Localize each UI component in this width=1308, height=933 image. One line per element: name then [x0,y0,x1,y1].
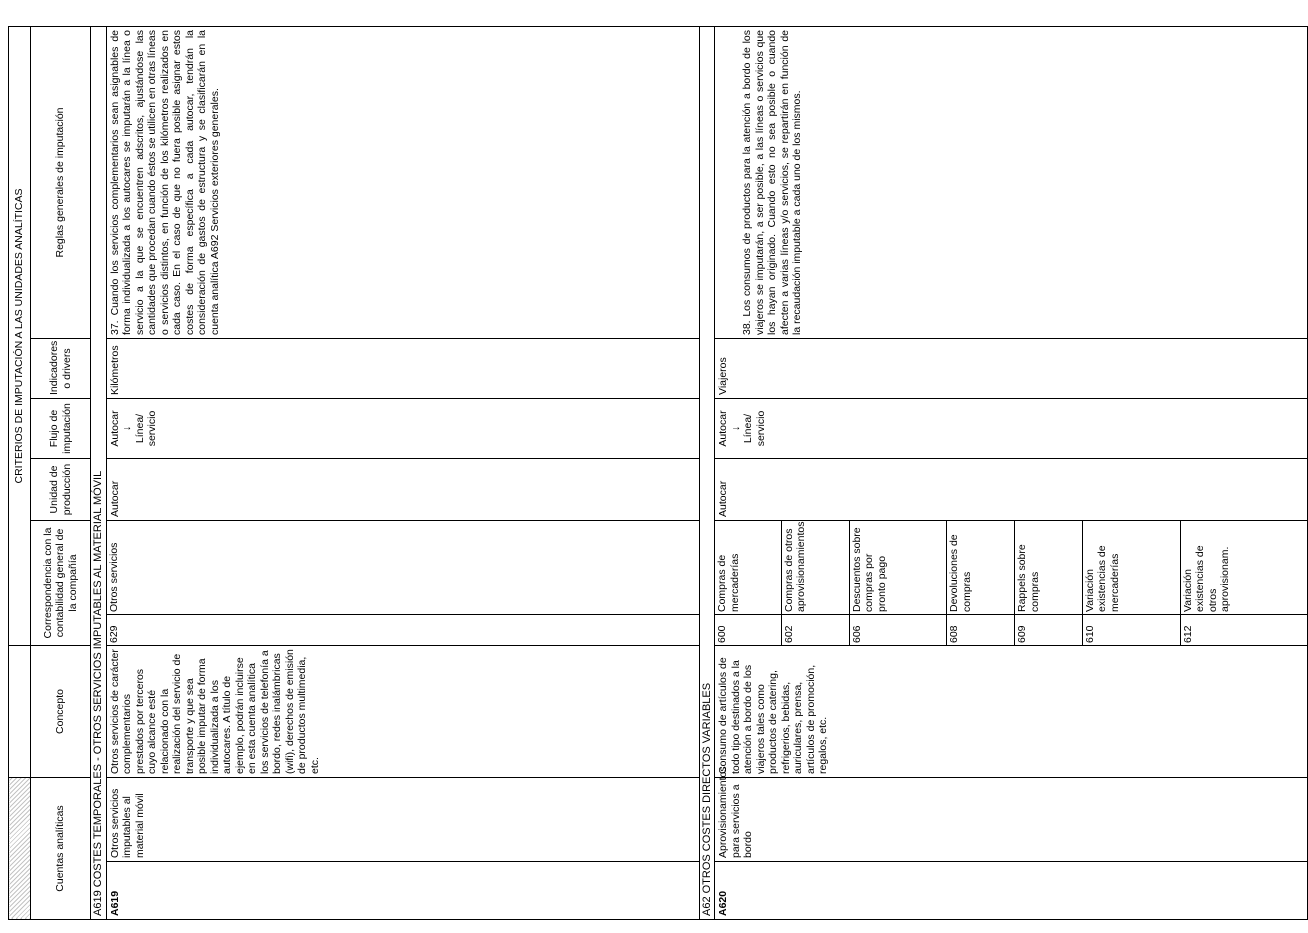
header-concepto: Concepto [31,646,91,778]
arrow-down-icon: ↓ [121,425,133,432]
account-number: 602 [781,615,849,646]
account-name: Aprovisionamientos para servicios a bordo [715,778,1308,862]
arrow-down-icon: ↓ [729,425,742,432]
section-title-a62: A62 OTROS COSTES DIRECTOS VARIABLES [699,26,715,919]
header-flujo: Flujo de imputación [31,399,91,459]
account-number: 600 [715,615,781,646]
account-label: Rappels sobre compras [1015,521,1083,615]
header-blank-cell [9,778,31,920]
account-label: Variación existencias de otros aprovisionam. [1181,545,1232,612]
production-unit: Autocar [715,459,1308,521]
account-label: Otros servicios [107,542,120,612]
header-blank-cell-concept [9,646,31,778]
header-cuentas: Cuentas analíticas [31,778,91,920]
section-title-a619: A619 COSTES TEMPORALES - OTROS SERVICIOS IMPUTABLES AL MATERIAL MÓVIL [91,26,107,919]
account-label: Devoluciones de compras [947,521,1015,615]
correspondence-list [107,521,699,645]
flow-from: Autocar [717,410,729,447]
account-code: A619 [106,862,699,920]
table-row [106,26,699,919]
flow-from: Autocar [108,410,121,447]
account-number: 610 [1082,615,1180,646]
account-number: 609 [1015,615,1083,646]
table-row [715,26,1308,919]
imputation-rule: 37. Cuando los servicios complementarios sean asignables de forma individualizada a los autocares se imputarán a la línea o servicio a la que se encuentren adscritos, ajustándose las cantidades que procedan cuando éstos se utilicen en otras líneas o servicios distintos, en función de los kilómetros realizados en cada caso. En el caso de que no fuera posible asignar estos costes de forma específica a cada autocar, tendrán la consideración de gastos de estructura y se clasificarán en la cuenta analítica A692 Servicios exteriores generales. [106,26,699,338]
correspondence-list [715,521,1307,645]
account-label: Compras de otros aprovisionamientos [781,521,849,615]
account-code: A620 [715,862,1308,920]
production-unit: Autocar [106,459,699,521]
account-label: Variación existencias de mercaderías [1082,521,1180,615]
account-label: Descuentos sobre compras por pronto pago [849,521,947,615]
imputation-rule-text: 38. Los consumos de productos para la atención a bordo de los viajeros se imputarán, a ser posible, a las líneas o servicios que los hayan originado. Cuando esto no sea posible o cuando afecten a varias líneas y/o servicios, se repartirán en función de la recaudación imputable a cada uno de los mismos. [741,29,803,335]
concept-text: Otros servicios de carácter complementarios prestados por terceros cuyo alcance esté relacionado con la realización del servicio de transporte y que sea posible imputar de forma individualizada a los autocares. A título de ejemplo, podrán incluirse en esta cuenta analítica los servicios de telefonía a bordo, redes inalámbricas (wifi), derechos de emisión de productos multimedia, etc. [106,646,699,778]
account-number: 612 [1180,615,1307,646]
correspondence-cell [106,521,699,646]
flow-to: Línea/ servicio [133,410,158,447]
imputation-rule [715,26,1308,338]
imputation-criteria-table [8,26,1308,920]
flow-to: Línea/ servicio [742,410,767,447]
header-unidad: Unidad de producción [31,459,91,521]
concept-text: Consumo de artículos de todo tipo destinados a la atención a bordo de los viajeros tales como productos de catering, refrigerios, bebidas, auriculares, prensa, artículos de promoción, regalos, etc. [715,646,1308,778]
correspondence-cell [715,521,1308,646]
account-label: Compras de mercaderías [715,521,781,615]
account-number: 606 [849,615,947,646]
rotated-table-page [8,27,1232,920]
header-reglas: Reglas generales de imputación [31,26,91,338]
header-indicadores: Indicadores o drivers [31,339,91,399]
account-name: Otros servicios imputables al material móvil [106,778,699,862]
driver: Viajeros [715,339,1308,399]
header-correspondencia: Correspondencia con la contabilidad general de la compañía [31,521,91,646]
driver: Kilómetros [106,339,699,399]
imputation-flow [106,399,699,459]
header-group-title: CRITERIOS DE IMPUTACIÓN A LAS UNIDADES ANALÍTICAS [9,26,31,645]
imputation-flow [715,399,1308,459]
account-number: 629 [107,615,699,646]
account-number: 608 [947,615,1015,646]
